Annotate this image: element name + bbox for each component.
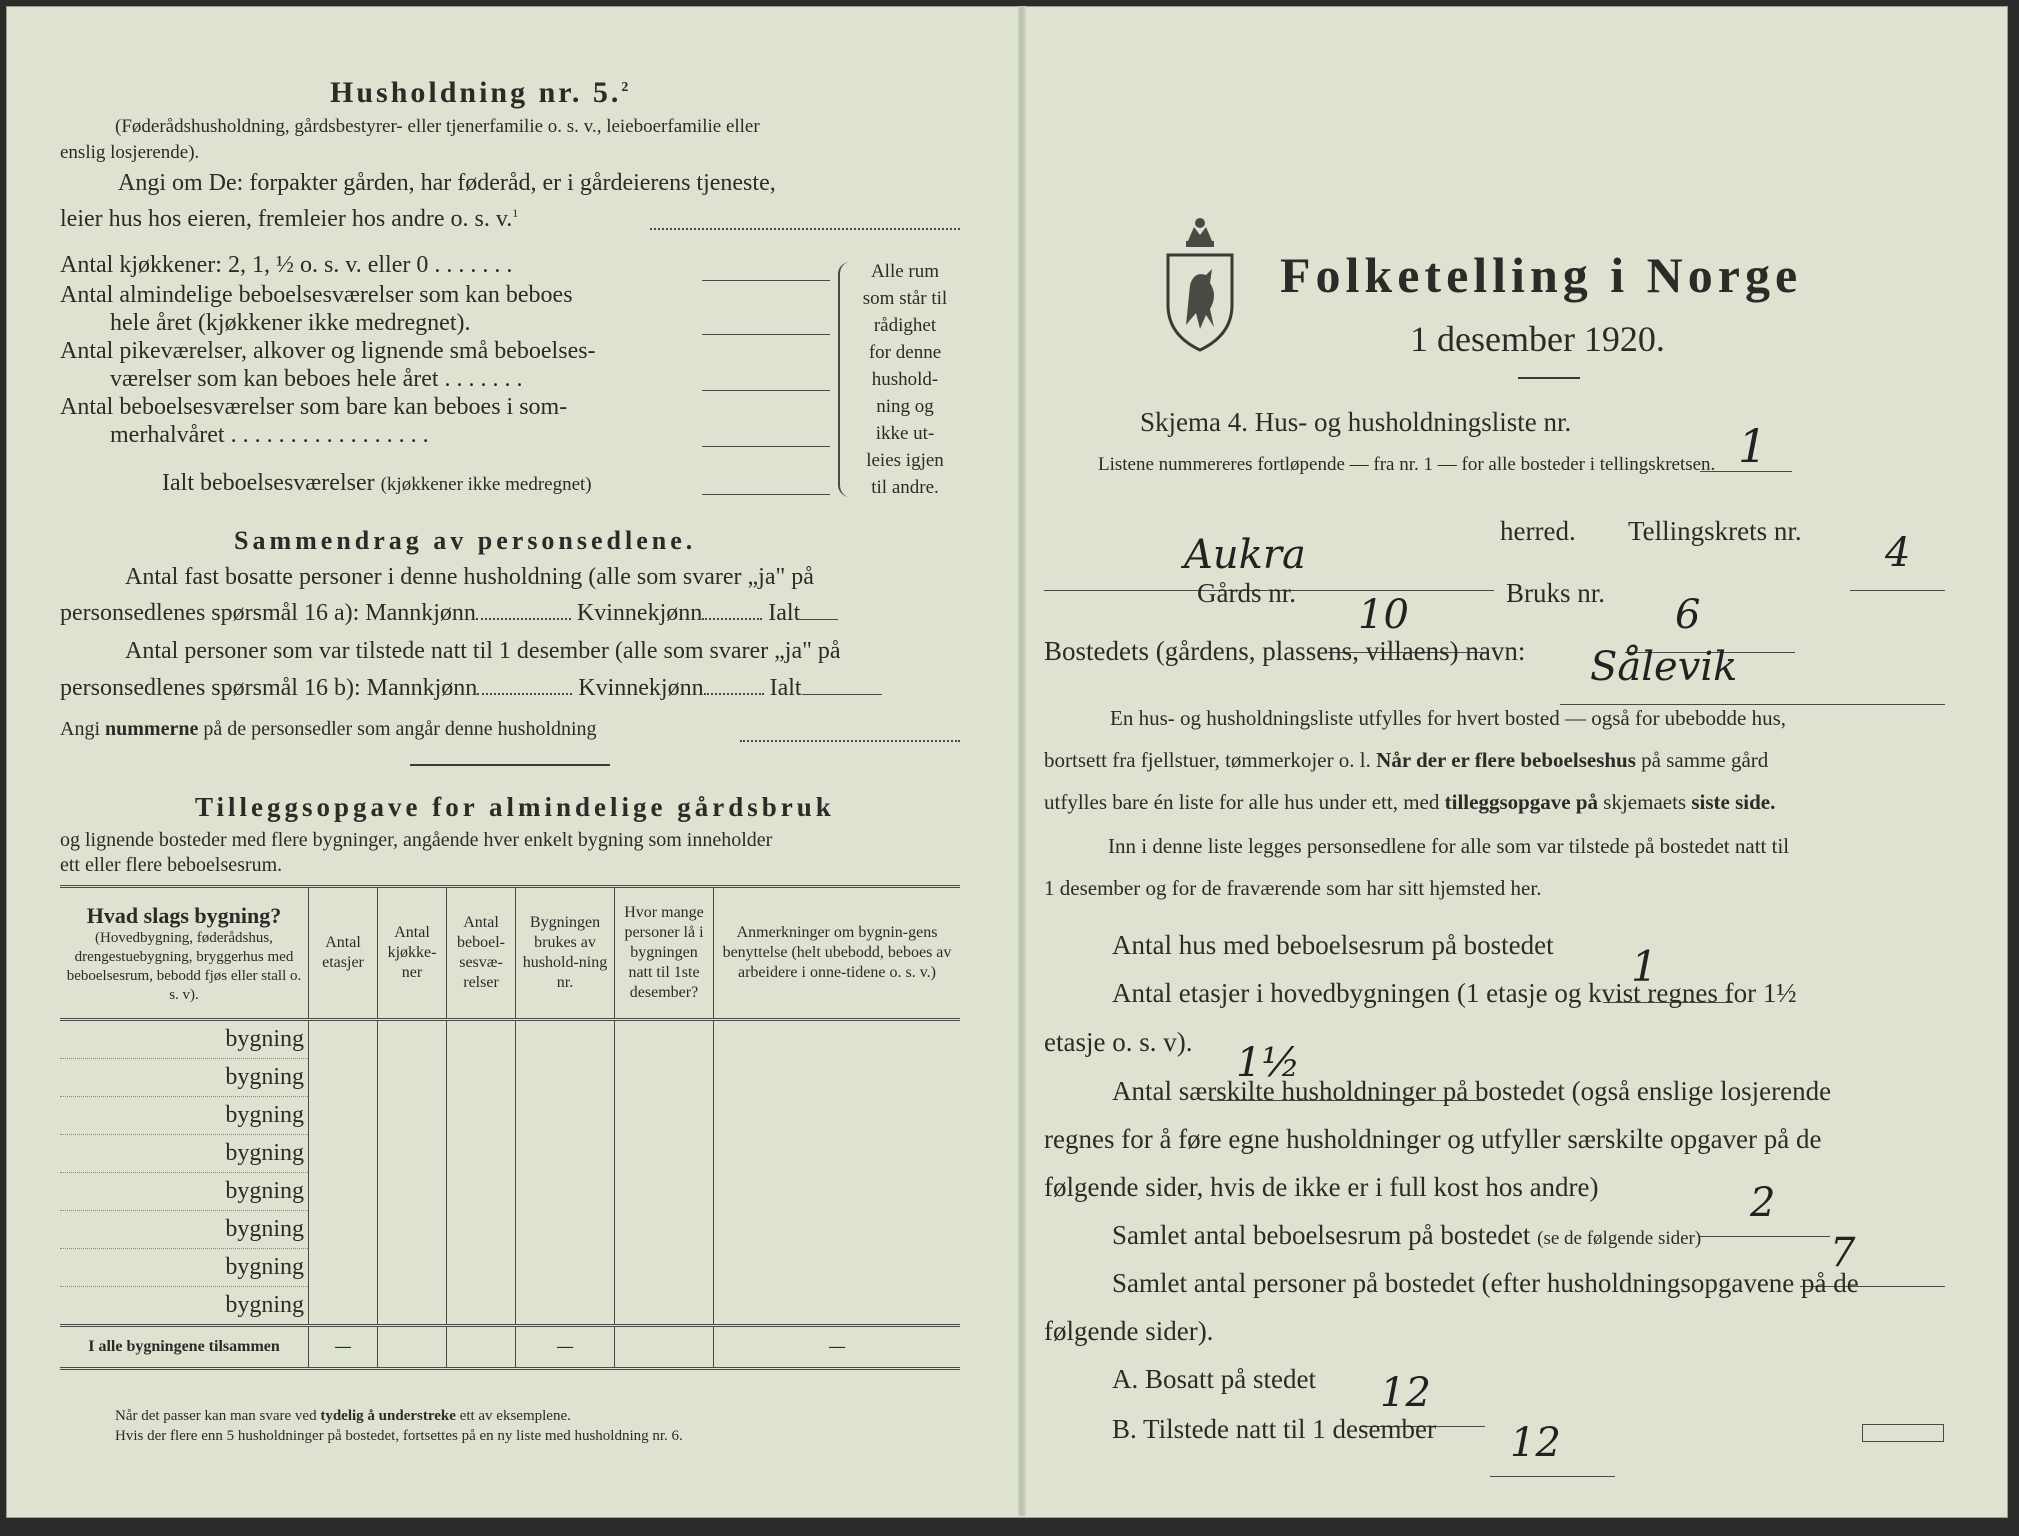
tellingskrets-field[interactable] <box>1850 530 1945 591</box>
remarks-cell[interactable] <box>714 1211 961 1249</box>
farm-supplement-sub-2: ett eller flere beboelsesrum. <box>60 854 283 876</box>
building-label: bygning <box>60 1249 309 1287</box>
remarks-cell[interactable] <box>714 1020 961 1059</box>
present-total-field[interactable] <box>802 694 882 695</box>
building-label: bygning <box>60 1020 309 1059</box>
section-divider <box>410 764 610 766</box>
resident-female-field[interactable] <box>702 618 762 620</box>
resident-label: A. Bosatt på stedet <box>1112 1364 1316 1394</box>
page-fold <box>1018 6 1026 1516</box>
bruks-label: Bruks nr. <box>1506 578 1606 608</box>
summary-present-male-label: personsedlenes spørsmål 16 b): Mannkjønn <box>60 675 478 701</box>
summary-resident-total-label: Ialt <box>768 600 801 626</box>
buildings-total-row <box>60 1326 960 1369</box>
rooms-total <box>162 470 592 497</box>
rooms-kitchens: Antal kjøkkener: 2, 1, ½ o. s. v. eller 0 . . . . . . . <box>60 252 513 278</box>
remarks-cell[interactable] <box>714 1059 961 1097</box>
floors-question-a: Antal etasjer i hovedbygningen (1 etasje og kvist regnes for 1½ <box>1112 978 1797 1008</box>
col-building-type-note: (Hovedbygning, føderådshus, drengestuebygning, bryggerhus med beboelsesrum, bebodd fjøs eller stall o. s. v). <box>66 930 302 1003</box>
rooms-cell[interactable] <box>447 1211 516 1249</box>
info-line-3-a: utfylles bare én liste for alle hus under ett, med <box>1044 790 1440 814</box>
rooms-cell[interactable] <box>447 1135 516 1173</box>
household-cell[interactable] <box>516 1211 615 1249</box>
households-field[interactable] <box>1700 1180 1830 1237</box>
footer-note-2: Hvis der flere enn 5 husholdninger på bostedet, fortsettes på en ny liste med husholdning nr. 6. <box>115 1428 683 1444</box>
bosted-value: Sålevik <box>1590 644 1738 690</box>
info-line-1: En hus- og husholdningsliste utfylles for hvert bosted — også for ubebodde hus, <box>1110 706 1786 730</box>
remarks-cell[interactable] <box>714 1097 961 1135</box>
total-household-dash: — <box>516 1326 615 1369</box>
household-cell[interactable] <box>516 1249 615 1287</box>
side-note-line: ikke ut- <box>875 423 935 444</box>
floors-cell[interactable] <box>309 1020 378 1059</box>
rooms-small-b: værelser som kan beboes hele året . . . . . . . <box>110 366 523 392</box>
schema-line: Skjema 4. Hus- og husholdningsliste nr. <box>1140 407 1572 437</box>
total-persons-a: Samlet antal personer på bostedet (efter husholdningsopgavene på de <box>1112 1268 1859 1298</box>
summary-title: Sammendrag av personsedlene. <box>234 526 697 555</box>
table-row[interactable] <box>60 1173 960 1211</box>
numbering-note: Listene nummereres fortløpende — fra nr. 1 — for alle bosteder i tellingskretsen. <box>1098 454 1716 475</box>
floors-question-b: etasje o. s. v). <box>1044 1027 1193 1057</box>
col-household-nr: Bygningen brukes av hushold-ning nr. <box>516 887 615 1020</box>
summary-present-a: Antal personer som var tilstede natt til 1 desember (alle som svarer „ja" på <box>125 638 841 664</box>
info-line-4: Inn i denne liste legges personsedlene for alle som var tilstede på bostedet natt til <box>1108 834 1790 858</box>
farm-supplement-sub-1: og lignende bosteder med flere bygninger, angående hver enkelt bygning som inneholder <box>60 829 773 851</box>
houses-label: Antal hus med beboelsesrum på bostedet <box>1112 930 1554 960</box>
question-occupancy-footnote: 1 <box>512 206 519 220</box>
rooms-brace <box>838 262 850 497</box>
persons-cell[interactable] <box>615 1287 714 1326</box>
col-living-rooms: Antal beboel-sesvæ-relser <box>447 887 516 1020</box>
remarks-cell[interactable] <box>714 1135 961 1173</box>
persons-cell[interactable] <box>615 1020 714 1059</box>
farm-supplement-title: Tilleggsopgave for almindelige gårdsbruk <box>195 792 835 822</box>
angi-nummerne <box>60 718 597 741</box>
household-subtitle-2: enslig losjerende). <box>60 142 200 163</box>
present-value: 12 <box>1510 1420 1561 1466</box>
total-rooms-value: 7 <box>1830 1230 1856 1276</box>
table-row[interactable] <box>60 1211 960 1249</box>
total-rooms-label <box>1112 1220 1701 1251</box>
angi-nummerne-pre: Angi <box>60 718 100 740</box>
table-row[interactable] <box>60 1097 960 1135</box>
table-row[interactable] <box>60 1135 960 1173</box>
persons-cell[interactable] <box>615 1173 714 1211</box>
herred-value: Aukra <box>1184 532 1306 578</box>
household-cell[interactable] <box>516 1135 615 1173</box>
total-remarks-dash: — <box>714 1326 961 1369</box>
total-floors-dash: — <box>309 1326 378 1369</box>
floors-cell[interactable] <box>309 1287 378 1326</box>
summary-resident-female-label: Kvinnekjønn <box>576 600 703 626</box>
footer-note-1 <box>115 1408 571 1425</box>
summary-present-b <box>60 675 882 702</box>
kitchens-cell[interactable] <box>378 1059 447 1097</box>
footer-note-1-post: ett av eksemplene. <box>459 1408 571 1424</box>
summer-rooms-answer-line[interactable] <box>702 446 830 447</box>
resident-total-field[interactable] <box>800 619 838 620</box>
bosted-field[interactable] <box>1560 644 1945 705</box>
col-kitchens: Antal kjøkke-ner <box>378 887 447 1020</box>
kitchens-answer-line[interactable] <box>702 280 830 281</box>
household-subtitle: (Føderådshusholdning, gårdsbestyrer- eller tjenerfamilie o. s. v., leieboerfamilie eller <box>115 116 760 137</box>
kitchens-cell[interactable] <box>378 1020 447 1059</box>
summary-resident-b <box>60 600 838 627</box>
summary-present-female-label: Kvinnekjønn <box>578 675 704 701</box>
info-line-5: 1 desember og for de fraværende som har sitt hjemsted her. <box>1044 876 1542 900</box>
rooms-cell[interactable] <box>447 1020 516 1059</box>
angi-nummerne-post: på de personsedler som angår denne husholdning <box>203 718 597 740</box>
tellingskrets-label: Tellingskrets nr. <box>1628 516 1802 546</box>
households-value: 2 <box>1750 1180 1776 1226</box>
table-row[interactable] <box>60 1059 960 1097</box>
total-row-label: I alle bygningene tilsammen <box>60 1326 309 1369</box>
rooms-summer-b: merhalvåret . . . . . . . . . . . . . . . . . <box>110 422 429 448</box>
kitchens-cell[interactable] <box>378 1287 447 1326</box>
persons-cell[interactable] <box>615 1211 714 1249</box>
col-floors: Antal etasjer <box>309 887 378 1020</box>
side-note-line: hushold- <box>871 369 939 390</box>
summary-present-total-label: Ialt <box>769 675 802 701</box>
resident-value: 12 <box>1380 1370 1431 1416</box>
rooms-side-note <box>850 258 960 501</box>
side-note-line: for denne <box>868 342 942 363</box>
col-persons-night: Hvor mange personer lå i bygningen natt til 1ste desember? <box>615 887 714 1020</box>
total-persons-cell[interactable] <box>615 1326 714 1369</box>
kitchens-cell[interactable] <box>378 1211 447 1249</box>
title-rule <box>1518 377 1580 379</box>
building-label: bygning <box>60 1211 309 1249</box>
rooms-cell[interactable] <box>447 1059 516 1097</box>
household-cell[interactable] <box>516 1287 615 1326</box>
rooms-total-note: (kjøkkener ikke medregnet) <box>380 474 592 495</box>
persons-cell[interactable] <box>615 1097 714 1135</box>
list-number-value: 1 <box>1738 419 1768 473</box>
household-title <box>330 76 631 110</box>
info-line-3-c: skjemaets <box>1603 790 1687 814</box>
building-label: bygning <box>60 1287 309 1326</box>
ordinary-rooms-answer-line[interactable] <box>702 334 830 335</box>
floors-cell[interactable] <box>309 1249 378 1287</box>
household-cell[interactable] <box>516 1173 615 1211</box>
rooms-ordinary-a: Antal almindelige beboelsesværelser som kan beboes <box>60 282 573 308</box>
info-line-2-c: på samme gård <box>1641 748 1769 772</box>
kitchens-cell[interactable] <box>378 1135 447 1173</box>
household-cell[interactable] <box>516 1059 615 1097</box>
col-remarks: Anmerkninger om bygnin-gens benyttelse (helt ubebodd, beboes av arbeidere i onne-tidene o. s. v.) <box>714 887 961 1020</box>
info-line-3-bold-2: siste side. <box>1691 790 1776 814</box>
total-rooms-note: (se de følgende sider) <box>1537 1228 1702 1249</box>
rooms-total-answer-line[interactable] <box>702 494 830 495</box>
household-cell[interactable] <box>516 1097 615 1135</box>
tellingskrets-value: 4 <box>1885 530 1911 576</box>
footer-note-1-pre: Når det passer kan man svare ved <box>115 1408 317 1424</box>
household-title-footnote: 2 <box>621 80 632 95</box>
side-note-line: Alle rum <box>870 261 940 282</box>
remarks-cell[interactable] <box>714 1173 961 1211</box>
rooms-cell[interactable] <box>447 1249 516 1287</box>
houses-value: 1 <box>1631 942 1658 991</box>
rooms-cell[interactable] <box>447 1097 516 1135</box>
angi-nummerne-bold: nummerne <box>105 718 199 740</box>
building-label: bygning <box>60 1059 309 1097</box>
summary-resident-a: Antal fast bosatte personer i denne husholdning (alle som svarer „ja" på <box>125 564 814 590</box>
rooms-small-a: Antal pikeværelser, alkover og lignende små beboelses- <box>60 338 596 364</box>
building-label: bygning <box>60 1097 309 1135</box>
building-label: bygning <box>60 1135 309 1173</box>
bruks-value: 6 <box>1675 592 1701 638</box>
households-question-b: regnes for å føre egne husholdninger og utfyller særskilte opgaver på de <box>1044 1124 1822 1154</box>
person-numbers-field[interactable] <box>740 740 960 742</box>
persons-cell[interactable] <box>615 1249 714 1287</box>
remarks-cell[interactable] <box>714 1287 961 1326</box>
info-line-2-bold: Når der er flere beboelseshus <box>1376 748 1636 772</box>
gards-label: Gårds nr. <box>1197 578 1296 608</box>
footer-note-1-bold: tydelig å understreke <box>320 1408 456 1424</box>
occupancy-answer-line[interactable] <box>650 228 960 230</box>
floors-cell[interactable] <box>309 1059 378 1097</box>
total-rooms-label-text: Samlet antal beboelsesrum på bostedet <box>1112 1220 1531 1250</box>
households-question-c: følgende sider, hvis de ikke er i full kost hos andre) <box>1044 1172 1599 1202</box>
question-occupancy-a: Angi om De: forpakter gården, har føderåd, er i gårdeierens tjeneste, <box>118 170 776 196</box>
census-title: Folketelling i Norge <box>1280 247 1803 303</box>
total-kitchens-cell[interactable] <box>378 1326 447 1369</box>
rooms-total-label: Ialt beboelsesværelser <box>162 470 375 496</box>
summary-resident-male-label: personsedlenes spørsmål 16 a): Mannkjønn <box>60 600 476 626</box>
col-building-type <box>60 887 309 1020</box>
persons-cell[interactable] <box>615 1135 714 1173</box>
buildings-table <box>60 885 960 1370</box>
herred-label: herred. <box>1500 516 1576 546</box>
present-field[interactable] <box>1490 1420 1615 1477</box>
floors-cell[interactable] <box>309 1135 378 1173</box>
printer-mark <box>1862 1424 1944 1442</box>
buildings-table-header <box>60 887 960 1020</box>
building-label: bygning <box>60 1173 309 1211</box>
floors-cell[interactable] <box>309 1097 378 1135</box>
info-line-3-bold: tilleggsopgave på <box>1444 790 1599 814</box>
rooms-cell[interactable] <box>447 1287 516 1326</box>
coat-of-arms-icon <box>1160 205 1240 355</box>
side-note-line: til andre. <box>871 477 939 498</box>
question-occupancy-b <box>60 206 518 233</box>
kitchens-cell[interactable] <box>378 1173 447 1211</box>
kitchens-cell[interactable] <box>378 1249 447 1287</box>
table-row[interactable] <box>60 1249 960 1287</box>
side-note-line: som står til <box>862 288 948 309</box>
side-note-line: ning og <box>876 396 934 417</box>
floors-value: 1½ <box>1236 1040 1301 1086</box>
persons-cell[interactable] <box>615 1059 714 1097</box>
resident-male-field[interactable] <box>476 618 571 620</box>
rooms-summer-a: Antal beboelsesværelser som bare kan beboes i som- <box>60 394 568 420</box>
present-male-field[interactable] <box>477 693 572 695</box>
household-title-text: Husholdning nr. 5. <box>330 76 622 109</box>
rooms-ordinary-b: hele året (kjøkkener ikke medregnet). <box>110 310 471 336</box>
present-female-field[interactable] <box>704 693 764 695</box>
total-persons-b: følgende sider). <box>1044 1316 1214 1346</box>
question-occupancy-b-text: leier hus hos eieren, fremleier hos andre o. s. v. <box>60 206 513 232</box>
floors-cell[interactable] <box>309 1173 378 1211</box>
col-building-type-title: Hvad slags bygning? <box>86 902 282 928</box>
households-question-a: Antal særskilte husholdninger på bostedet (også enslige losjerende <box>1112 1076 1832 1106</box>
bosted-label: Bostedets (gårdens, plassens, villaens) navn: <box>1044 636 1526 666</box>
rooms-cell[interactable] <box>447 1173 516 1211</box>
total-rooms-cell[interactable] <box>447 1326 516 1369</box>
side-note-line: rådighet <box>873 315 937 336</box>
table-row[interactable] <box>60 1020 960 1059</box>
small-rooms-answer-line[interactable] <box>702 390 830 391</box>
info-line-3 <box>1044 790 1775 815</box>
floors-cell[interactable] <box>309 1211 378 1249</box>
info-line-2-a: bortsett fra fjellstuer, tømmerkojer o. l. <box>1044 748 1371 772</box>
gards-value: 10 <box>1358 592 1409 638</box>
census-date: 1 desember 1920. <box>1410 319 1665 359</box>
present-label: B. Tilstede natt til 1 desember <box>1112 1414 1436 1444</box>
kitchens-cell[interactable] <box>378 1097 447 1135</box>
info-line-2 <box>1044 748 1768 773</box>
side-note-line: leies igjen <box>866 450 944 471</box>
remarks-cell[interactable] <box>714 1249 961 1287</box>
table-row[interactable] <box>60 1287 960 1326</box>
household-cell[interactable] <box>516 1020 615 1059</box>
